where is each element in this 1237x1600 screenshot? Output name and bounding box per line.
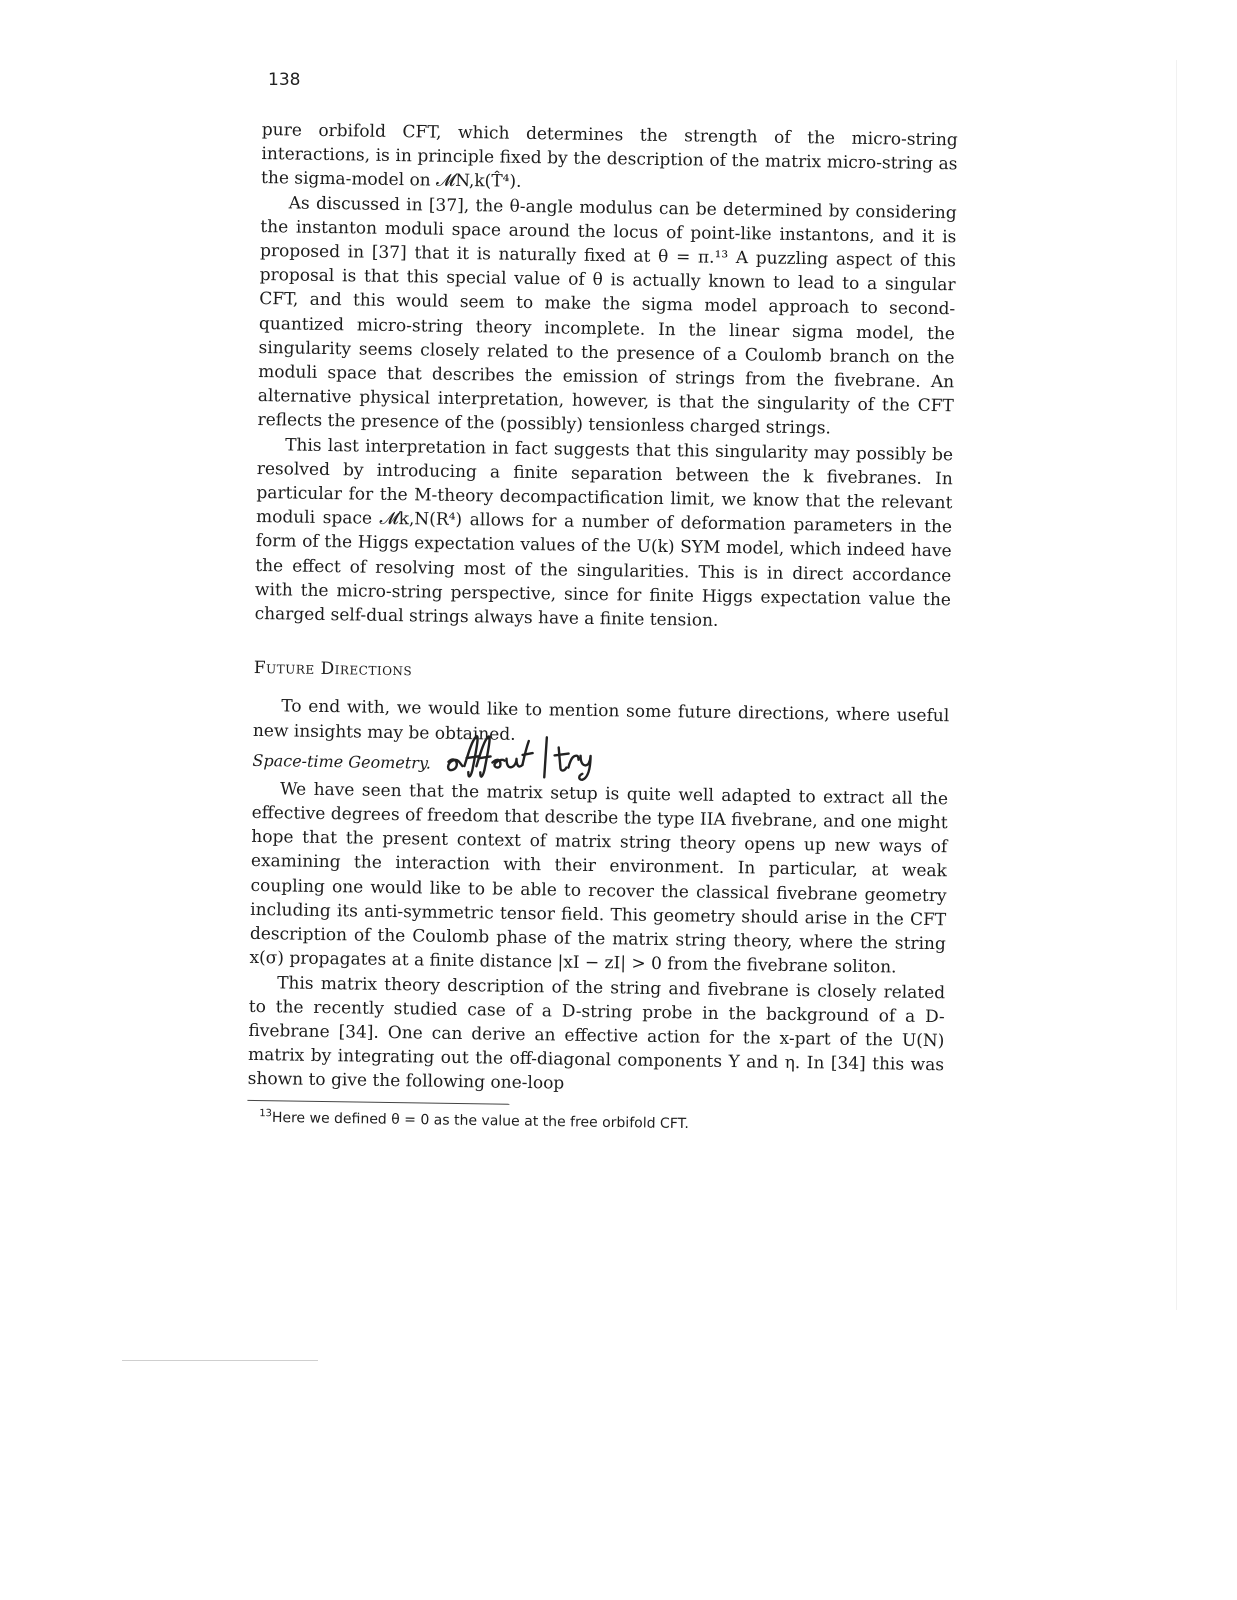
scan-artifact-line	[122, 1360, 318, 1361]
footnote-text: Here we defined θ = 0 as the value at the free orbifold CFT.	[271, 1109, 690, 1132]
paragraph: pure orbifold CFT, which determines the strength of the micro-string interactions, is in principle fixed by the description of the matrix micro-string as the sigma-model on 𝓜N,k(T̂⁴).	[260, 119, 958, 193]
footnote	[259, 1105, 943, 1137]
handwritten-note-icon	[443, 732, 614, 783]
body-text	[247, 118, 958, 1136]
section-heading: Future Directions	[253, 658, 413, 681]
page-number: 138	[268, 70, 301, 90]
intro-paragraph: To end with, we would like to mention some future directions, where useful new insights may be obtained.	[252, 696, 950, 745]
paragraph: This last interpretation in fact suggests that this singularity may possibly be resolved by introducing a finite separation between the k fivebranes. In particular for the M-theory decompactification limit, we know that the relevant moduli space 𝓜k,N(R⁴) allows for a number of deformation parameters in the form of the Higgs expectation values of the U(k) SYM model, which indeed have the effect of resolving most of the singularities. This is in direct accordance with the micro-string perspective, since for finite Higgs expectation value the charged self-dual strings always have a finite tension.	[254, 435, 954, 631]
scan-edge	[1176, 60, 1177, 1310]
paragraph: We have seen that the matrix setup is quite well adapted to extract all the effective degrees of freedom that describe the type IIA fivebrane, and one might hope that the present context of matrix string theory opens up new ways of examining the interaction with their environment. In particular, at weak coupling one would like to be able to recover the classical fivebrane geometry including its anti-symmetric tensor field. This geometry should arise in the CFT description of the Coulomb phase of the matrix string theory, where the string x(σ) propagates at a finite distance |xI − zI| > 0 from the fivebrane soliton.	[249, 779, 949, 978]
paragraph: This matrix theory description of the string and fivebrane is closely related to the recently studied case of a D-string probe in the background of a D-fivebrane [34]. One can derive an effective action for the x-part of the U(N) matrix by integrating out the off-diagonal components Y and η. In [34] this was shown to give the following one-loop	[247, 972, 946, 1094]
subsection-title: Space-time Geometry.	[252, 750, 432, 773]
paragraph: As discussed in [37], the θ-angle modulus can be determined by considering the instanton moduli space around the locus of point-like instantons, and it is proposed in [37] that it is naturally fixed at θ = π.¹³ A puzzling aspect of this proposal is that this special value of θ is actually known to lead to a singular CFT, and this would seem to make the sigma model approach to second-quantized micro-string theory incomplete. In the linear sigma model, the singularity seems closely related to the presence of a Coulomb branch on the moduli space that describes the emission of strings from the fivebrane. An alternative physical interpretation, however, is that the singularity of the CFT reflects the presence of the (possibly) tensionless charged strings.	[257, 193, 957, 439]
footnote-marker: 13	[259, 1107, 273, 1119]
footnote-divider	[247, 1099, 509, 1104]
